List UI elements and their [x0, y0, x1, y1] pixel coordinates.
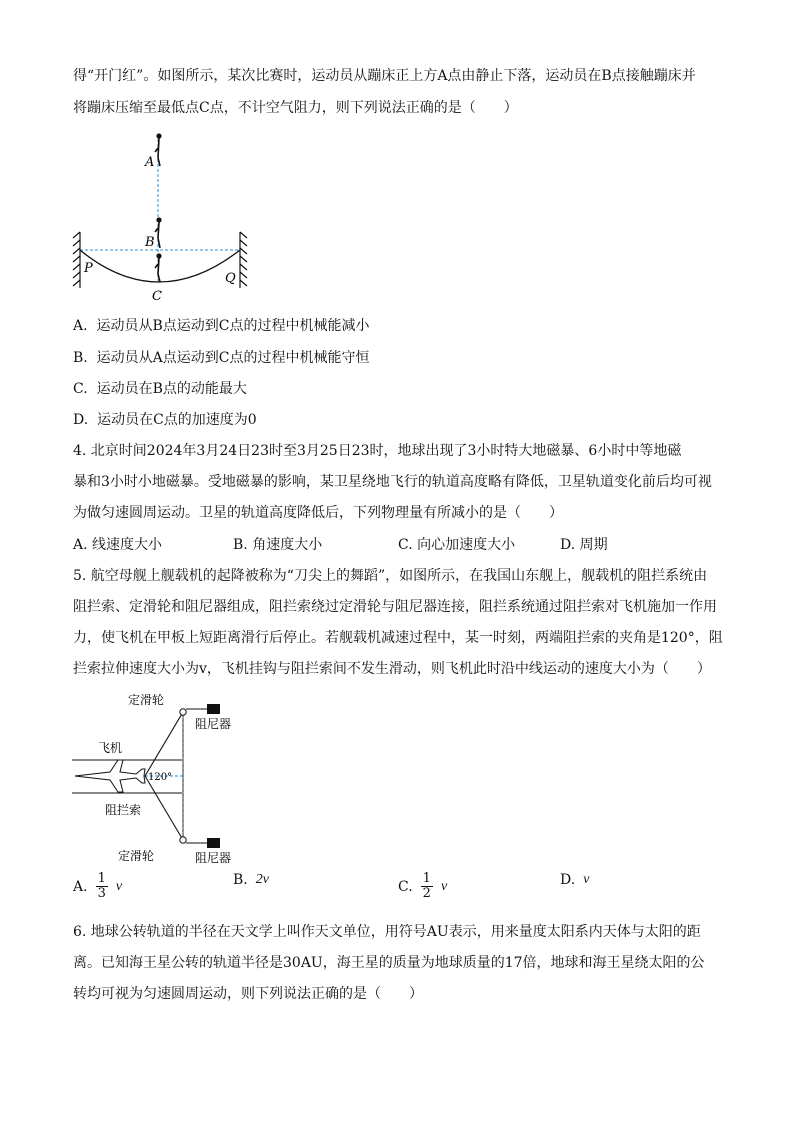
q6-stem-line-2: 离。已知海王星公转的轨道半径是30AU，海王星的质量为地球质量的17倍，地球和海王星绕太阳的公	[73, 955, 705, 971]
q5-option-b[interactable]: B. 2v	[233, 872, 269, 888]
label-c: C	[152, 289, 162, 304]
label-damper-bottom: 阻尼器	[195, 851, 232, 865]
label-angle: 120°	[148, 772, 173, 783]
q4-option-a[interactable]: A. 线速度大小	[73, 537, 163, 553]
arresting-gear-figure	[70, 690, 270, 868]
q4-options	[73, 534, 723, 554]
q3-option-b[interactable]: B. 运动员从A点运动到C点的过程中机械能守恒	[73, 350, 370, 366]
pulley-bottom	[180, 837, 186, 843]
q6-stem-line-3: 转均可视为匀速圆周运动，则下列说法正确的是（ ）	[73, 986, 423, 1002]
label-p: P	[84, 261, 93, 276]
q5-stem-line-3: 力，使飞机在甲板上短距离滑行后停止。若舰载机减速过程中，某一时刻，两端阻拦索的夹角是120°，阻	[73, 630, 723, 646]
label-pulley-top: 定滑轮	[128, 693, 165, 707]
q3-stem-line-1: 得“开门红”。如图所示，某次比赛时，运动员从蹦床正上方A点由静止下落，运动员在B点接触蹦床并	[73, 68, 696, 84]
q5-option-c[interactable]: C. $\frac{1}{2}$ v	[398, 871, 448, 901]
label-a: A	[145, 155, 155, 170]
q5-option-d[interactable]: D. v	[560, 872, 590, 888]
q4-stem-line-3: 为做匀速圆周运动。卫星的轨道高度降低后，下列物理量有所减小的是（ ）	[73, 505, 563, 521]
damper-top	[207, 704, 220, 714]
q3-stem-line-2: 将蹦床压缩至最低点C点，不计空气阻力，则下列说法正确的是（ ）	[73, 100, 518, 116]
label-q: Q	[225, 271, 236, 286]
q4-stem-line-1: 4. 北京时间2024年3月24日23时至3月25日23时，地球出现了3小时特大地磁暴、6小时中等地磁	[73, 443, 682, 459]
left-wall	[73, 232, 80, 288]
q5-stem-line-1: 5. 航空母舰上舰载机的起降被称为“刀尖上的舞蹈”，如图所示，在我国山东舰上，舰载机的阻拦系统由	[73, 568, 708, 584]
q6-stem-line-1: 6. 地球公转轨道的半径在天文学上叫作天文单位，用符号AU表示，用来量度太阳系内天体与太阳的距	[73, 924, 701, 940]
q5-option-a[interactable]: A. $\frac{1}{3}$ v	[73, 871, 123, 901]
athlete-at-c	[155, 254, 161, 282]
q5-stem-line-2: 阻拦索、定滑轮和阻尼器组成，阻拦索绕过定滑轮与阻尼器连接，阻拦系统通过阻拦索对飞机施加一作用	[73, 599, 717, 615]
plane-icon	[75, 760, 145, 792]
label-b: B	[145, 235, 155, 250]
q3-option-c[interactable]: C. 运动员在B点的动能最大	[73, 381, 247, 397]
q3-option-d[interactable]: D. 运动员在C点的加速度为0	[73, 412, 257, 428]
label-pulley-bottom: 定滑轮	[118, 849, 155, 863]
pulley-top	[180, 709, 186, 715]
athlete-at-b	[155, 218, 161, 248]
q4-option-d[interactable]: D. 周期	[560, 537, 608, 553]
label-cable: 阻拦索	[105, 803, 142, 817]
q4-stem-line-2: 暴和3小时小地磁暴。受地磁暴的影响，某卫星绕地飞行的轨道高度略有降低，卫星轨道变化前后均可视	[73, 474, 712, 490]
q5-options	[73, 872, 733, 912]
trampoline-figure	[70, 128, 260, 308]
q3-option-a[interactable]: A. 运动员从B点运动到C点的过程中机械能减小	[73, 318, 370, 334]
label-plane: 飞机	[98, 741, 123, 755]
cable-lower	[145, 776, 183, 840]
q5-stem-line-4: 拦索拉伸速度大小为v，飞机挂钩与阻拦索间不发生滑动，则飞机此时沿中线运动的速度大小为（ ）	[73, 661, 711, 677]
q4-option-c[interactable]: C. 向心加速度大小	[398, 537, 516, 553]
q4-option-b[interactable]: B. 角速度大小	[233, 537, 323, 553]
cable-upper	[145, 712, 183, 776]
label-damper-top: 阻尼器	[195, 717, 232, 731]
damper-bottom	[207, 838, 220, 848]
right-wall	[240, 232, 247, 288]
